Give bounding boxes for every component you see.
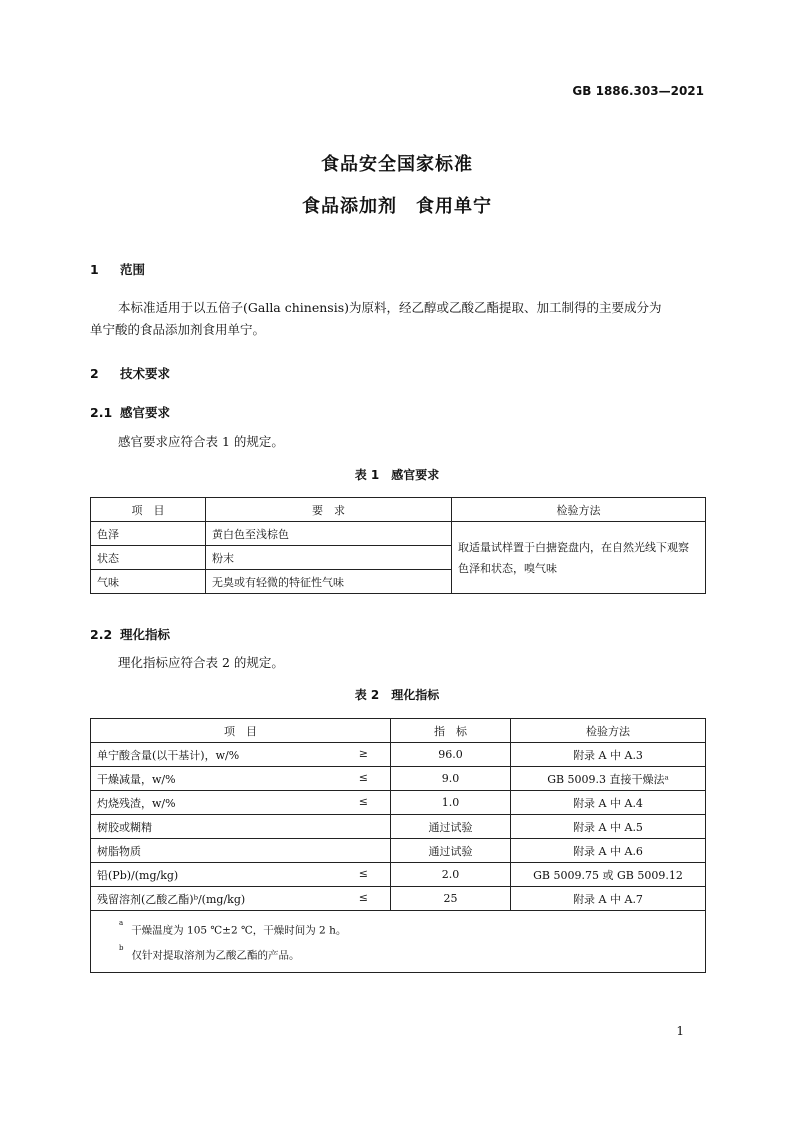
item-cell xyxy=(91,887,391,911)
section-title: 理化指标 xyxy=(120,627,171,642)
section-number: 1 xyxy=(90,262,99,277)
table-note xyxy=(119,942,705,967)
table-2-physicochemical xyxy=(90,718,706,973)
note-text: 仅针对提取溶剂为乙酸乙酯的产品。 xyxy=(131,949,300,961)
item-cell: 气味 xyxy=(91,570,206,594)
limit-symbol: ≤ xyxy=(358,770,368,784)
section-title: 感官要求 xyxy=(120,405,171,420)
table-2-caption xyxy=(0,686,794,703)
limit-symbol: ≥ xyxy=(358,746,368,760)
item-label: 树脂物质 xyxy=(97,844,141,858)
table-note xyxy=(119,917,705,942)
table-row xyxy=(91,767,706,791)
section-number: 2.1 xyxy=(90,405,113,420)
requirement-cell: 黄白色至浅棕色 xyxy=(206,522,452,546)
header-cell: 检验方法 xyxy=(452,498,706,522)
method-cell: 附录 A 中 A.4 xyxy=(511,791,706,815)
value-cell: 9.0 xyxy=(391,767,511,791)
table-1-caption xyxy=(0,466,794,483)
caption-label: 表 2 xyxy=(354,688,380,702)
table-notes-row xyxy=(91,911,706,973)
table-row xyxy=(91,743,706,767)
table-header-row xyxy=(91,719,706,743)
note-mark: b xyxy=(119,943,124,952)
section-1-paragraph xyxy=(90,297,704,341)
section-2-heading xyxy=(90,364,170,382)
item-label: 单宁酸含量(以干基计)，w/% xyxy=(97,748,240,762)
method-cell: 附录 A 中 A.6 xyxy=(511,839,706,863)
section-number: 2 xyxy=(90,366,99,381)
caption-label: 表 1 xyxy=(354,468,380,482)
header-cell: 项 目 xyxy=(91,719,391,743)
main-title: 食品安全国家标准 xyxy=(321,154,473,175)
item-cell: 状态 xyxy=(91,546,206,570)
table-1-sensory xyxy=(90,497,706,594)
item-cell xyxy=(91,767,391,791)
item-cell xyxy=(91,863,391,887)
item-cell: 色泽 xyxy=(91,522,206,546)
value-cell: 25 xyxy=(391,887,511,911)
section-title: 范围 xyxy=(120,262,146,277)
item-label: 灼烧残渣，w/% xyxy=(97,796,176,810)
section-2-1-heading xyxy=(90,403,170,421)
table-row xyxy=(91,839,706,863)
limit-symbol: ≤ xyxy=(358,866,368,880)
table-header-row xyxy=(91,498,706,522)
section-2-1-paragraph xyxy=(90,431,704,453)
item-label: 残留溶剂(乙酸乙酯)ᵇ/(mg/kg) xyxy=(97,892,246,906)
table-notes xyxy=(91,911,706,973)
section-1-heading xyxy=(90,260,145,278)
method-cell: 附录 A 中 A.7 xyxy=(511,887,706,911)
sub-title: 食品添加剂 食用单宁 xyxy=(302,196,492,217)
table-row xyxy=(91,887,706,911)
item-label: 干燥减量，w/% xyxy=(97,772,176,786)
item-label: 铅(Pb)/(mg/kg) xyxy=(97,868,179,882)
item-cell xyxy=(91,815,391,839)
value-cell: 通过试验 xyxy=(391,839,511,863)
section-2-2-paragraph xyxy=(90,652,704,674)
paragraph-line: 单宁酸的食品添加剂食用单宁。 xyxy=(90,322,266,337)
paragraph-line: 感官要求应符合表 1 的规定。 xyxy=(118,434,284,449)
caption-title: 理化指标 xyxy=(391,688,440,702)
item-cell xyxy=(91,791,391,815)
requirement-cell: 粉末 xyxy=(206,546,452,570)
section-2-2-heading xyxy=(90,625,170,643)
method-cell: 取适量试样置于白搪瓷盘内，在自然光线下观察色泽和状态，嗅气味 xyxy=(452,522,706,594)
header-cell: 项 目 xyxy=(91,498,206,522)
limit-symbol: ≤ xyxy=(358,794,368,808)
table-row xyxy=(91,863,706,887)
table-row xyxy=(91,791,706,815)
limit-symbol: ≤ xyxy=(358,890,368,904)
value-cell: 2.0 xyxy=(391,863,511,887)
note-mark: a xyxy=(119,919,124,927)
value-cell: 96.0 xyxy=(391,743,511,767)
item-cell xyxy=(91,839,391,863)
method-cell: 附录 A 中 A.3 xyxy=(511,743,706,767)
section-number: 2.2 xyxy=(90,627,113,642)
item-label: 树胶或糊精 xyxy=(97,820,152,834)
table-row xyxy=(91,522,706,546)
standard-code: GB 1886.303—2021 xyxy=(572,84,704,98)
method-cell: GB 5009.75 或 GB 5009.12 xyxy=(511,863,706,887)
header-cell: 要 求 xyxy=(206,498,452,522)
value-cell: 1.0 xyxy=(391,791,511,815)
header-cell: 检验方法 xyxy=(511,719,706,743)
paragraph-line: 本标准适用于以五倍子(Galla chinensis)为原料，经乙醇或乙酸乙酯提取、加工制得的主要成分为 xyxy=(118,300,662,315)
method-cell: 附录 A 中 A.5 xyxy=(511,815,706,839)
page-number: 1 xyxy=(676,1024,684,1038)
section-title: 技术要求 xyxy=(120,366,171,381)
value-cell: 通过试验 xyxy=(391,815,511,839)
note-text: 干燥温度为 105 ℃±2 ℃，干燥时间为 2 h。 xyxy=(131,924,347,937)
table-row xyxy=(91,815,706,839)
method-cell: GB 5009.3 直接干燥法ᵃ xyxy=(511,767,706,791)
paragraph-line: 理化指标应符合表 2 的规定。 xyxy=(118,655,284,670)
caption-title: 感官要求 xyxy=(391,468,440,482)
item-cell xyxy=(91,743,391,767)
requirement-cell: 无臭或有轻微的特征性气味 xyxy=(206,570,452,594)
header-cell: 指 标 xyxy=(391,719,511,743)
